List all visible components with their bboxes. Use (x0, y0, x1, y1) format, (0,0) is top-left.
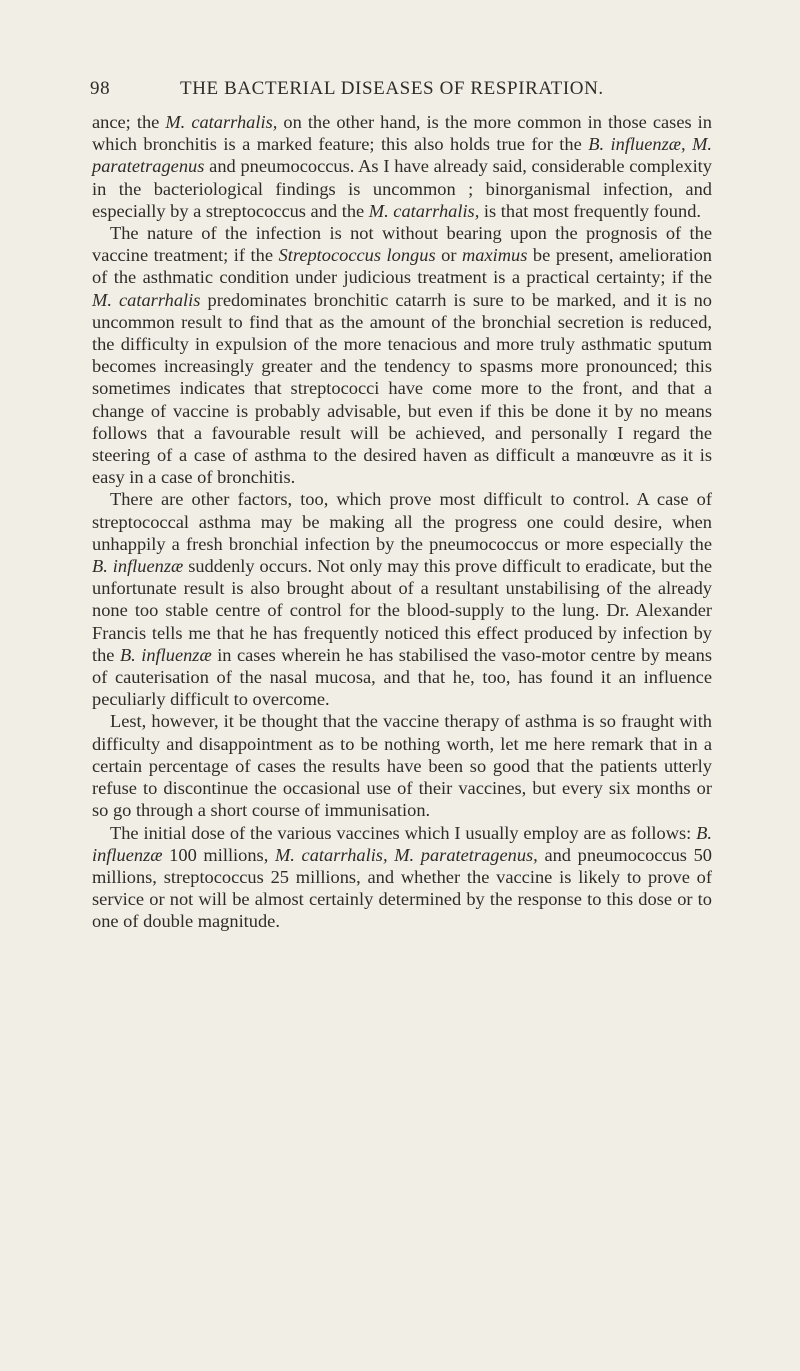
italic-text: Streptococcus longus (278, 245, 436, 266)
italic-text: B. influenzæ (92, 556, 184, 577)
text-run: Lest, however, it be thought that the vaccine therapy of asthma is so fraught with difficulty and disappointment as to be nothing worth, let me here remark that in a certain percentage of cases the results have been so good that the patients utterly refuse to discontinue the occasional use of their vaccines, but every six months or so go through a short course of immunisation. (92, 711, 712, 821)
italic-text: M. catarrhalis, (368, 200, 480, 221)
text-run: in cases wherein he has stabilised the vaso-motor centre by means of cauterisation of the nasal mucosa, and that he, too, has found it an influence peculiarly difficult to overcome. (92, 644, 712, 710)
paragraph (92, 222, 712, 488)
italic-text: B. influenzæ, M. paratetragenus (92, 134, 712, 177)
text-run: suddenly occurs. Not only may this prove difficult to eradicate, but the unfortunate result is also brought about of a resultant unstabilising of the already none too stable centre of control for the blood-supply to the lung. Dr. Alexander Francis tells me that he has frequently noticed this effect produced by infection by the (92, 556, 712, 665)
italic-text: M. catarrhalis, M. paratetragenus, (274, 844, 538, 865)
text-run: The initial dose of the various vaccines which I usually employ are as follows: (110, 822, 697, 843)
text-run: predominates bronchitic catarrh is sure to be marked, and it is no uncommon result to find that as the amount of the bronchial secretion is reduced, the difficulty in expulsion of the more tenacious and more truly asthmatic sputum becomes increasingly greater and the tendency to spasms more pronounced; this sometimes indicates that streptococci have come more to the front, and that a change of vaccine is probably advisable, but even if this be done it by no means follows that a favourable result will be achieved, and personally I regard the steering of a case of asthma to the desired haven as difficult a manœuvre as it is easy in a case of bronchitis. (92, 289, 712, 488)
italic-text: M. catarrhalis, (165, 112, 278, 132)
text-run: is that most frequently found. (479, 200, 701, 221)
text-run: be present, amelioration of the asthmatic condition under judicious treatment is a practical certainty; if the (92, 245, 712, 288)
italic-text: B. influenzæ (92, 822, 712, 865)
paragraph (92, 111, 712, 222)
paragraph (92, 488, 712, 710)
running-head: THE BACTERIAL DISEASES OF RESPIRATION. (180, 78, 604, 99)
italic-text: maximus (462, 245, 528, 266)
text-run: ance; the (92, 112, 166, 132)
text-run: There are other factors, too, which prove most difficult to control. A case of streptococcal asthma may be making all the progress one could desire, when unhappily a fresh bronchial infection by the pneumococcus or more especially the (92, 489, 712, 554)
text-run: or (435, 245, 462, 266)
paragraph (92, 822, 712, 933)
paragraph (92, 710, 712, 821)
body-text (92, 111, 712, 933)
italic-text: M. catarrhalis (92, 289, 201, 310)
text-run: 100 millions, (162, 844, 275, 865)
text-run: on the other hand, is the more common in those cases in which bronchitis is a marked feature; this also holds true for the (92, 112, 712, 155)
text-run: and pneumococcus 50 millions, streptococcus 25 millions, and whether the vaccine is likely to prove of service or not will be almost certainly determined by the response to this dose or to one of double magnitude. (92, 844, 712, 932)
text-run: The nature of the infection is not without bearing upon the prognosis of the vaccine treatment; if the (92, 223, 712, 266)
italic-text: B. influenzæ (119, 644, 212, 665)
page-header (90, 78, 710, 106)
page-number: 98 (90, 78, 111, 99)
text-run: and pneumococcus. As I have already said, considerable complexity in the bacteriological findings is uncommon ; binorganismal infection, and especially by a streptococcus and the (92, 156, 712, 221)
